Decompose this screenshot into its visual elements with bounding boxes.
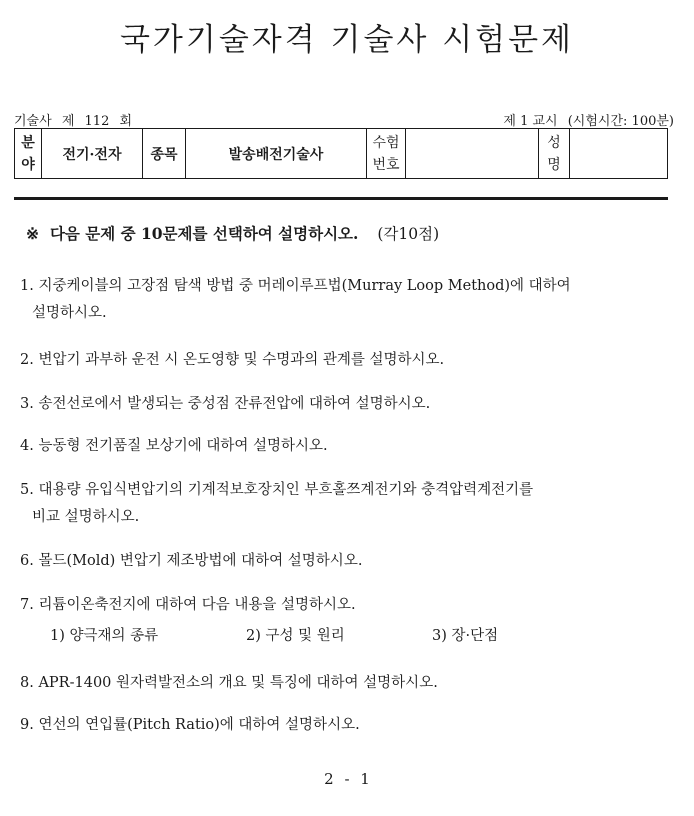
header-divider [14,197,668,200]
question-text: 몰드(Mold) 변압기 제조방법에 대하여 설명하시오. [38,553,363,569]
exam-session [14,110,132,129]
question-number: 3. [20,396,34,412]
exam-header-table [14,128,668,179]
question-number: 1. [20,278,34,294]
exam-number-label-cell: 수험 번호 [367,129,406,179]
question-text: 지중케이블의 고장점 탐색 방법 중 머레이루프법(Murray Loop Method)에 대하여 [38,278,571,294]
question-text: APR-1400 원자력발전소의 개요 및 특징에 대하여 설명하시오. [38,675,438,691]
question-7 [20,592,668,650]
sub-item: 2) 구성 및 원리 [246,628,345,644]
question-text: 능동형 전기품질 보상기에 대하여 설명하시오. [38,438,328,454]
question-number: 7. [20,597,34,613]
sub-item: 1) 양극재의 종류 [50,628,159,644]
question-text-continued: 설명하시오. [32,305,107,321]
instruction-text: 다음 문제 중 10문제를 선택하여 설명하시오. [49,224,359,243]
type-label-cell: 종목 [143,129,186,179]
question-2 [20,347,668,374]
question-9 [20,712,668,739]
exam-category: 기술사 [14,114,52,129]
question-5 [20,477,668,531]
question-text: 대용량 유입식변압기의 기계적보호장치인 부흐홀쯔계전기와 충격압력계전기를 [38,482,534,498]
session-suffix: 회 [119,114,133,129]
question-6 [20,548,668,575]
exam-number-value-cell [406,129,539,179]
type-value-cell: 발송배전기술사 [186,129,367,179]
document-title: 국가기술자격 기술사 시험문제 [119,22,574,58]
question-4 [20,433,668,460]
question-sub-items [20,623,668,650]
question-number: 4. [20,438,34,454]
page-number: 2 - 1 [324,770,370,788]
question-text: 송전선로에서 발생되는 중성점 잔류전압에 대하여 설명하시오. [38,396,431,412]
exam-period [503,110,674,129]
question-number: 5. [20,482,34,498]
question-text-continued: 비교 설명하시오. [32,509,140,525]
field-label-cell: 분 야 [15,129,42,179]
question-text: 리튬이온축전지에 대하여 다음 내용을 설명하시오. [38,597,356,613]
question-1 [20,273,668,327]
session-number: 112 [84,114,110,129]
exam-time: (시험시간: 100분) [567,114,674,129]
instruction [26,222,439,244]
name-value-cell [570,129,668,179]
question-number: 8. [20,675,34,691]
period-label: 제 1 교시 [503,114,558,129]
question-number: 2. [20,352,34,368]
session-prefix: 제 [61,114,75,129]
question-3 [20,391,668,418]
question-number: 6. [20,553,34,569]
question-text: 변압기 과부하 운전 시 온도영향 및 수명과의 관계를 설명하시오. [38,352,445,368]
reference-mark: ※ [26,224,39,243]
question-8 [20,670,668,697]
sub-item: 3) 장·단점 [432,628,499,644]
name-label-cell: 성 명 [539,129,570,179]
question-number: 9. [20,717,34,733]
field-value-cell: 전기·전자 [42,129,143,179]
question-text: 연선의 연입률(Pitch Ratio)에 대하여 설명하시오. [38,717,360,733]
instruction-points: (각10점) [377,225,440,243]
exam-info-row [14,110,674,130]
